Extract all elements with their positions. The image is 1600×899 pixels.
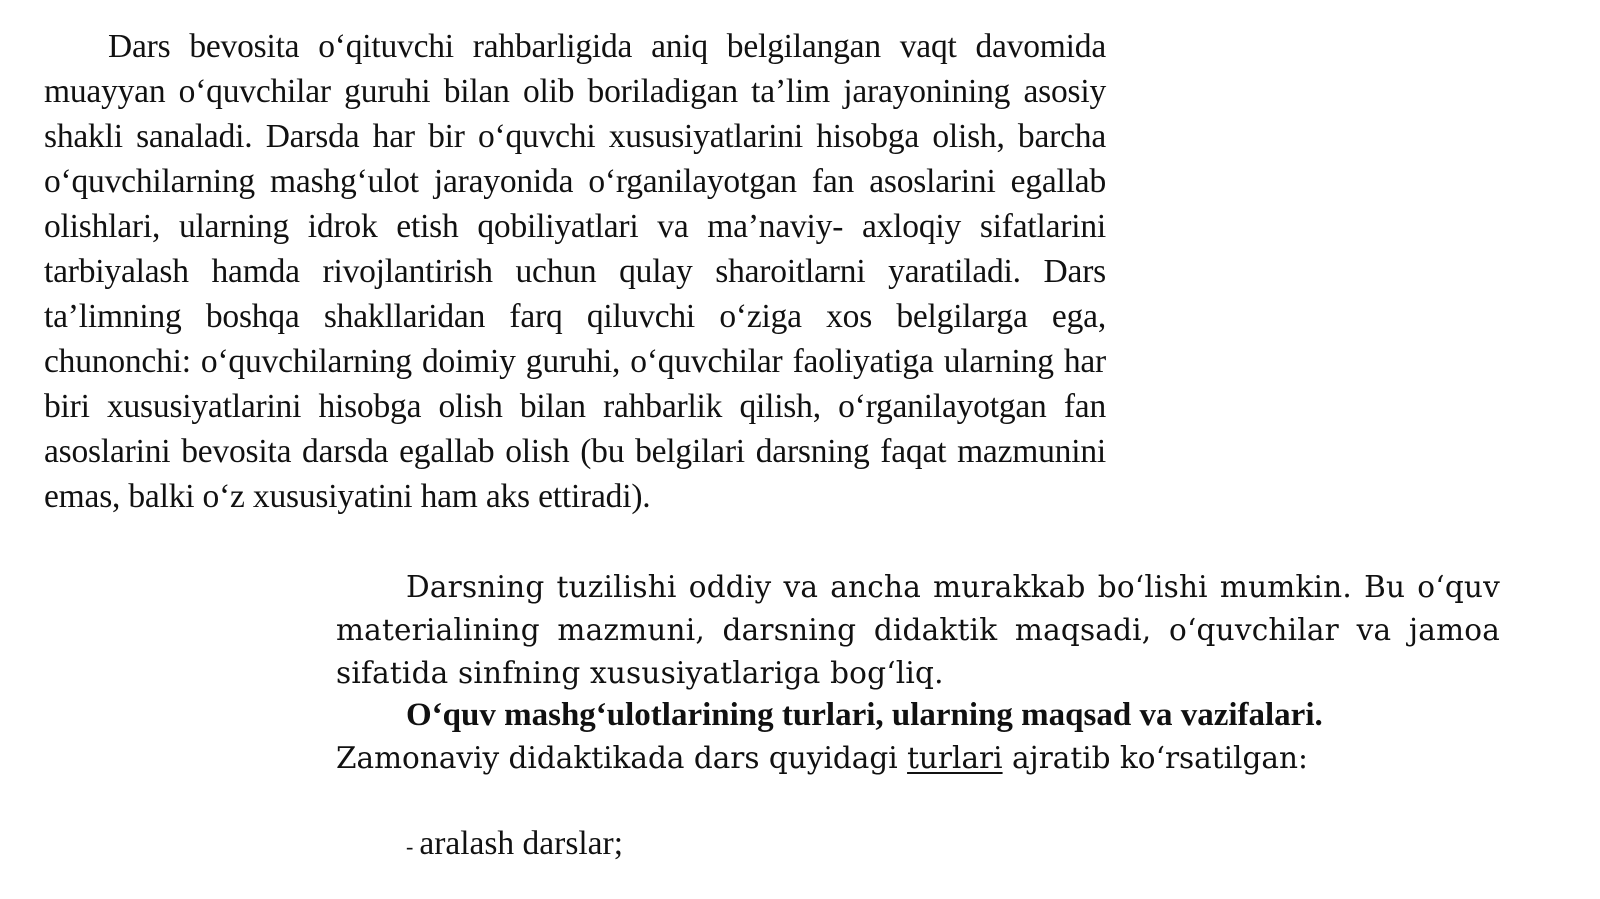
list-item-text: aralash darslar; <box>419 825 624 862</box>
section-heading: O‘quv mashg‘ulotlarining turlari, ularning maqsad va vazifalari. <box>406 697 1323 733</box>
heading-text-before: Zamonaviy didaktikada dars quyidagi <box>336 741 908 775</box>
paragraph-lesson-types <box>336 694 1346 780</box>
underlined-word: turlari <box>907 741 1003 775</box>
paragraph-lesson-definition: Dars bevosita o‘qituvchi rahbarligida aniq belgilangan vaqt davomida muayyan o‘quvchilar guruhi bilan olib boriladigan ta’lim jarayonining asosiy shakli sanaladi. Darsda har bir o‘quvchi xususiyatlarini hisobga olish, barcha o‘quvchilarning mashg‘ulot jarayonida o‘rganilayotgan fan asoslarini egallab olishlari, ularning idrok etish qobiliyatlari va ma’naviy- axloqiy sifatlarini tarbiyalash hamda rivojlantirish uchun qulay sharoitlarni yaratiladi. Dars ta’limning boshqa shakllaridan farq qiluvchi o‘ziga xos belgilarga ega, chunonchi: o‘quvchilarning doimiy guruhi, o‘quvchilar faoliyatiga ularning har biri xususiyatlarini hisobga olish bilan rahbarlik qilish, o‘rganilayotgan fan asoslarini bevosita darsda egallab olish (bu belgilari darsning faqat mazmunini emas, balki o‘z xususiyatini ham aks ettiradi). <box>44 28 1106 515</box>
list-item <box>406 822 623 868</box>
heading-text-after: ajratib ko‘rsatilgan: <box>1002 741 1308 775</box>
paragraph-lesson-structure: Darsning tuzilishi oddiy va ancha murakkab bo‘lishi mumkin. Bu o‘quv materialining mazmuni, darsning didaktik maqsadi, o‘quvchilar va jamoa sifatida sinfning xususiyatlariga bog‘liq. <box>336 570 1500 690</box>
list-dash: - <box>406 834 414 859</box>
